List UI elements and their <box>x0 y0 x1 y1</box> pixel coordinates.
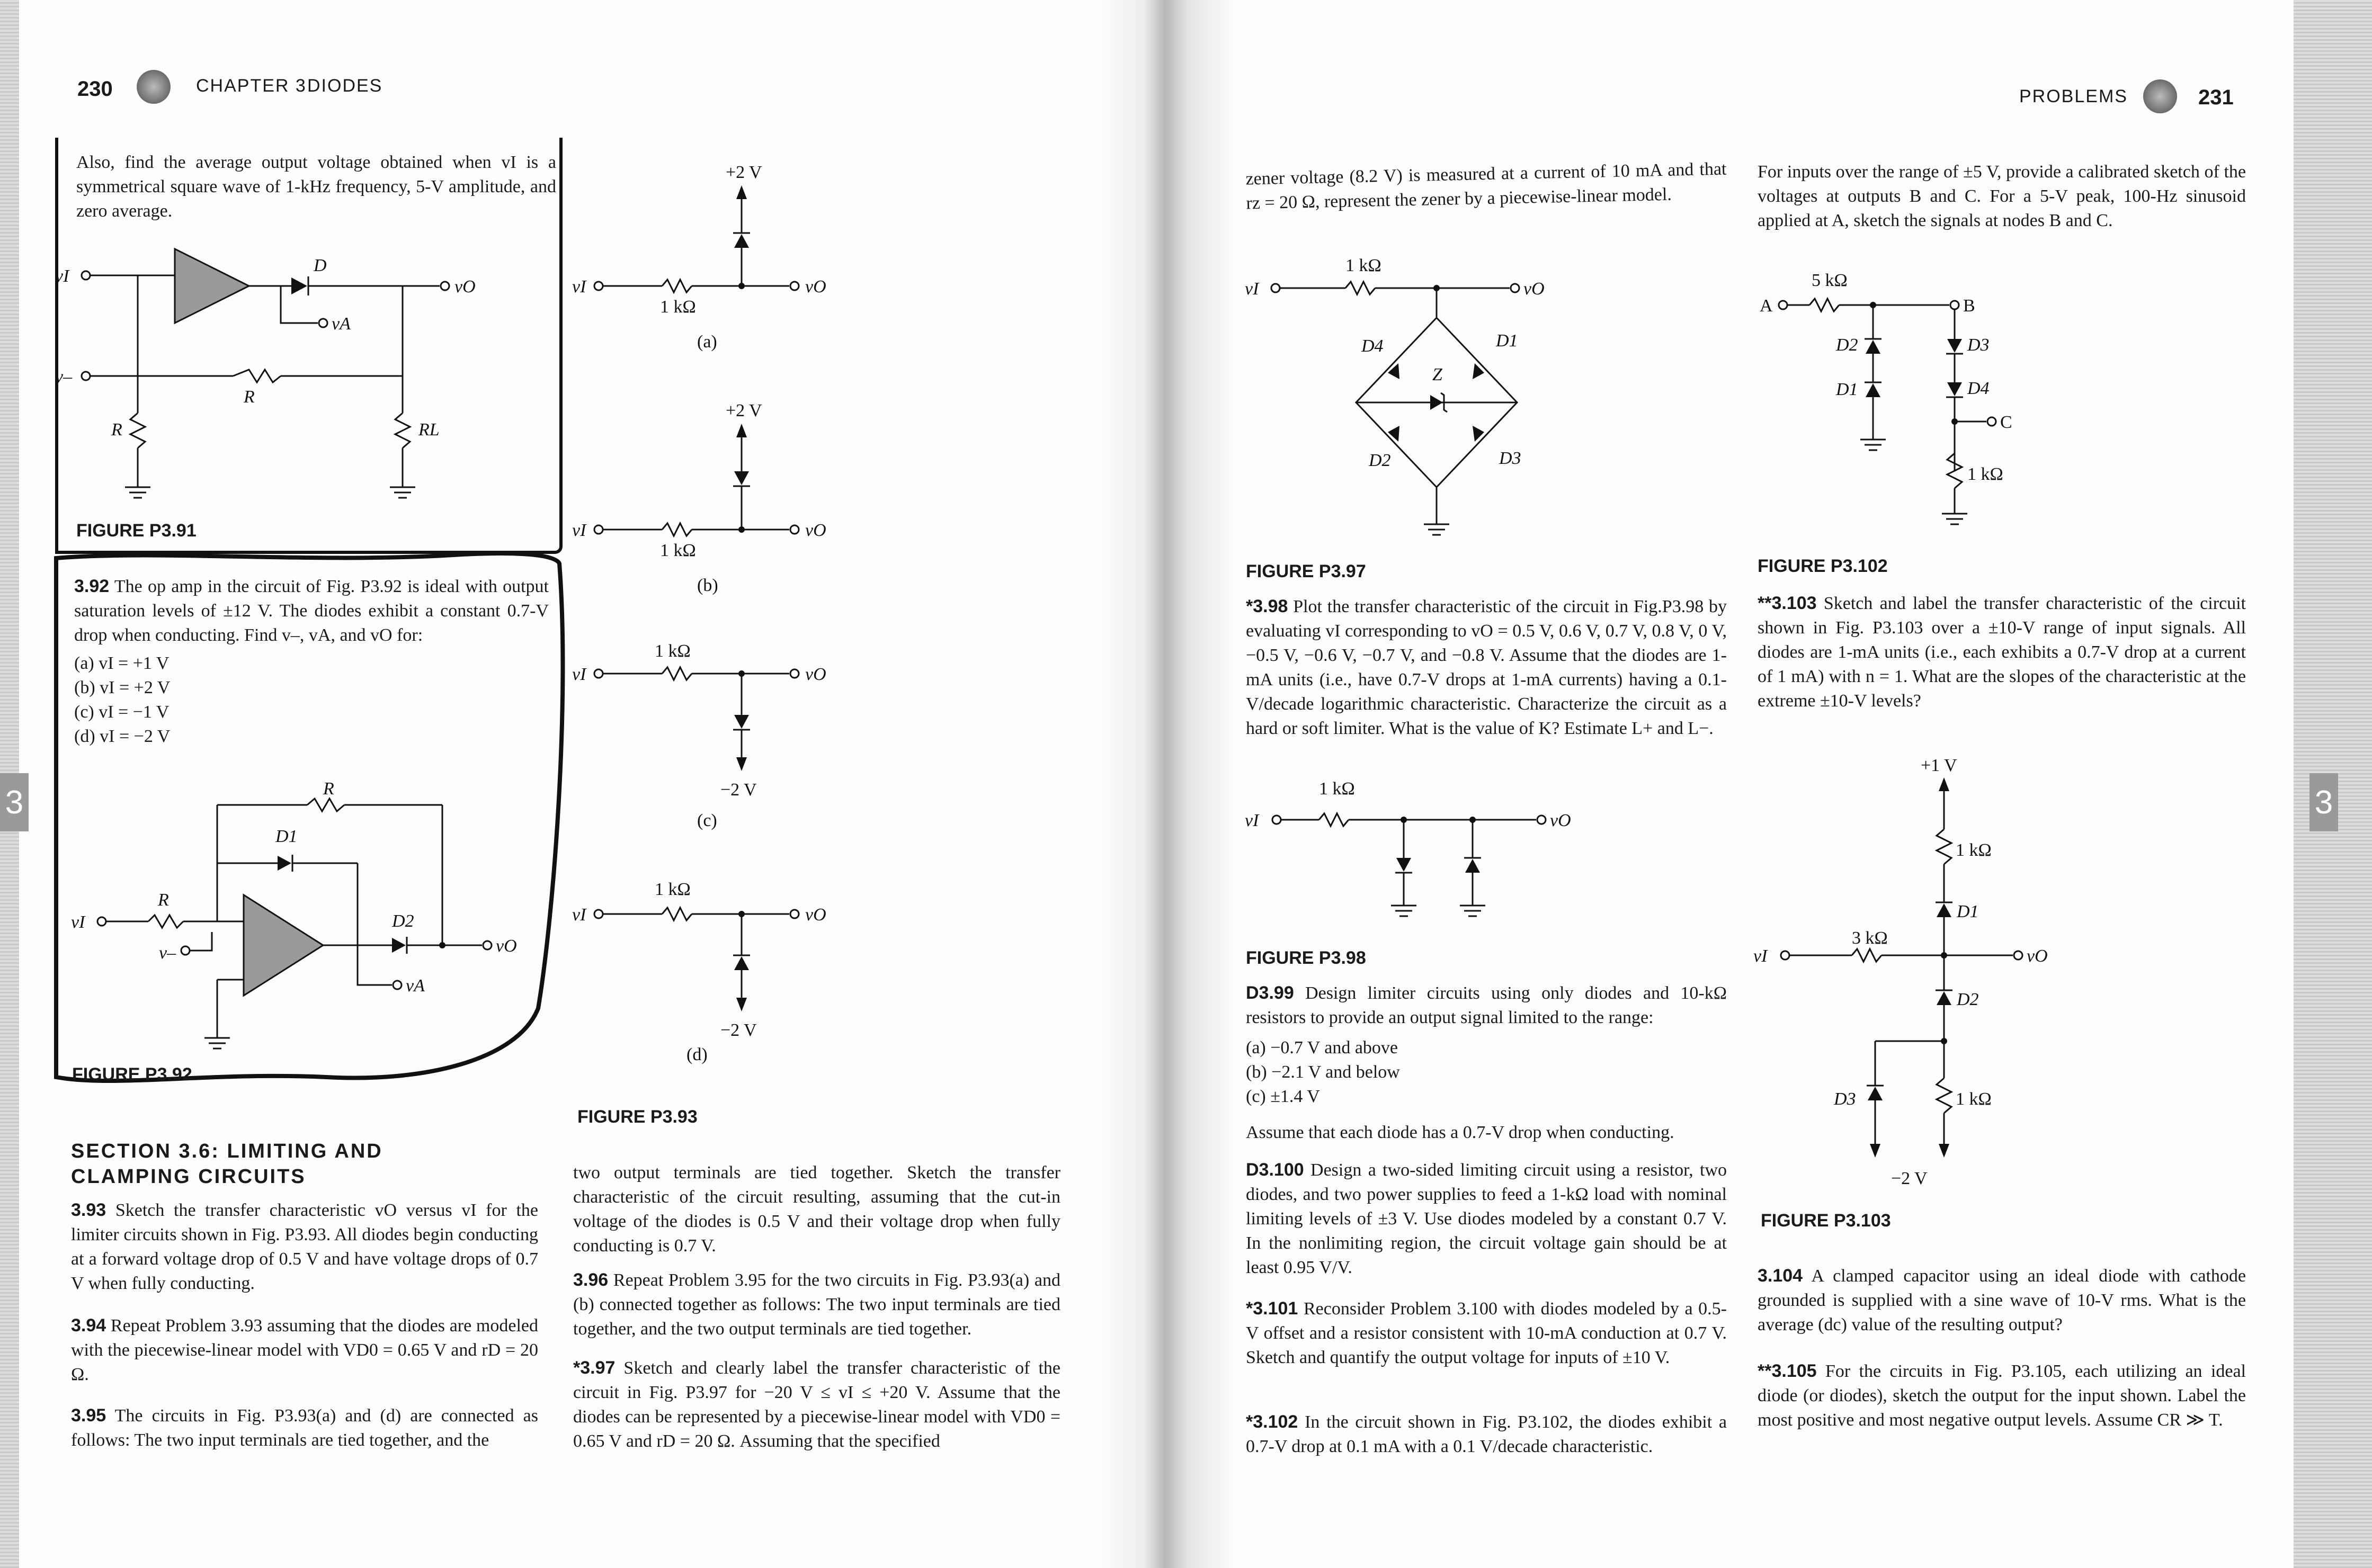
p3101-number: *3.101 <box>1246 1298 1298 1319</box>
p399-options <box>1246 1036 1564 1109</box>
p3103-vo: vO <box>2027 946 2048 966</box>
figure-p397-caption: FIGURE P3.97 <box>1246 561 1366 581</box>
opamp-symbol <box>175 249 249 323</box>
p3102-c-label: C <box>2000 413 2012 432</box>
p397-d2-label: D2 <box>1369 451 1391 470</box>
p3103-vminus: −2 V <box>1891 1169 1928 1188</box>
p393d-vi: vI <box>572 905 586 925</box>
p392-d1-label: D1 <box>275 827 298 846</box>
p3103-body: Sketch and label the transfer characteristic of the circuit shown in Fig. P3.103 over a ±10-V range of input signals. All diodes are 1-mA units (i.e., each exhibits a 0.7-V drop at a current of 1 mA) with n = 1. What are the slopes of the characteristic at the extreme ±10-V levels? <box>1758 594 2246 711</box>
p3102-d2-label: D2 <box>1836 335 1858 355</box>
right-col2-continuation: For inputs over the range of ±5 V, provide a calibrated sketch of the voltages at outputs B and C. For a 5-V peak, 100-Hz sinusoid applied at A, sketch the signals at nodes B and C. <box>1758 162 2246 230</box>
p393b-vi: vI <box>572 521 586 540</box>
p395-text <box>71 1403 538 1453</box>
chapter-badge-icon <box>137 70 171 104</box>
book-gutter <box>1091 0 1239 1568</box>
p393-text <box>71 1198 538 1296</box>
figure-p393-circuits <box>572 154 869 1064</box>
p395-body: The circuits in Fig. P3.93(a) and (d) are connected as follows: The two input terminals are tied together, and the <box>71 1406 538 1450</box>
p399-number: D3.99 <box>1246 983 1294 1003</box>
p3100-number: D3.100 <box>1246 1160 1304 1180</box>
p393a-vo: vO <box>805 277 826 297</box>
p393c-supply: −2 V <box>720 780 757 800</box>
p399-option: (b) −2.1 V and below <box>1246 1062 1400 1082</box>
p396-body: Repeat Problem 3.95 for the two circuits in Fig. P3.93(a) and (b) connected together as follows: The two input terminals are tied together, and the two output terminals are tied together. <box>573 1270 1060 1339</box>
p397-body: Sketch and clearly label the transfer characteristic of the circuit in Fig. P3.97 for −20 V ≤ vI ≤ +20 V. Assume that the diodes can be represented by a piecewise-linear model with VD0 = 0.65 V and rD = 20 Ω. Assuming that the specified <box>573 1358 1060 1451</box>
p3102-b-label: B <box>1963 296 1975 316</box>
p3105-body: For the circuits in Fig. P3.105, each utilizing an ideal diode (or diodes), sketch the output for the input shown. Label the most positive and most negative output levels. Assume CR ≫ T. <box>1758 1361 2246 1430</box>
p3101-body: Reconsider Problem 3.100 with diodes modeled by a 0.5-V offset and a resistor consistent with 10-mA conduction at 0.7 V. Sketch and quantify the output voltage for inputs of ±10 V. <box>1246 1299 1727 1367</box>
problems-badge-icon <box>2143 79 2177 113</box>
p399-option: (a) −0.7 V and above <box>1246 1038 1398 1058</box>
p392-d2-label: D2 <box>392 911 414 931</box>
p393c-vi: vI <box>572 665 586 684</box>
p393c-tag: (c) <box>697 811 717 830</box>
p391-r2-label: R <box>244 387 255 407</box>
p393b-supply: +2 V <box>726 401 762 420</box>
p398-number: *3.98 <box>1246 596 1288 616</box>
p3102-r2-label: 1 kΩ <box>1967 464 2003 484</box>
p391-r1-label: R <box>111 420 122 440</box>
p391-va-label: vA <box>332 314 351 334</box>
diode-p3102-d2 <box>1866 340 1880 354</box>
p392-rin-label: R <box>158 890 169 910</box>
p3101-text <box>1246 1296 1727 1370</box>
p399-option: (c) ±1.4 V <box>1246 1087 1320 1106</box>
right-header-title: PROBLEMS <box>2019 86 2128 106</box>
p3100-text <box>1246 1158 1727 1280</box>
p393a-res: 1 kΩ <box>660 297 696 317</box>
p3103-rbot: 1 kΩ <box>1956 1089 1992 1109</box>
p393d-tag: (d) <box>686 1045 708 1064</box>
p399-tail: Assume that each diode has a 0.7-V drop when conducting. <box>1246 1123 1674 1142</box>
figure-p391-caption: FIGURE P3.91 <box>76 521 197 541</box>
col2-continuation: two output terminals are tied together. Sketch the transfer characteristic of the circuit resulting, assuming that the cut-in voltage of the diodes is 0.5 V and their voltage drop when fully conducting is 0.7 V. <box>573 1163 1060 1256</box>
p3103-d3-label: D3 <box>1834 1089 1856 1109</box>
p392-vminus-label: v– <box>159 943 176 963</box>
p393d-supply: −2 V <box>720 1020 757 1040</box>
diode-p393c <box>734 715 749 729</box>
p398-vi-label: vI <box>1245 811 1259 830</box>
p3102-d1-label: D1 <box>1836 380 1858 399</box>
diode-p398-1 <box>1396 858 1411 872</box>
p393b-vo: vO <box>805 521 826 540</box>
p3103-d2-label: D2 <box>1957 990 1979 1009</box>
p399-text <box>1246 981 1727 1030</box>
diode-p393b <box>734 471 749 485</box>
p3103-text <box>1758 591 2246 713</box>
p397-z-label: Z <box>1432 365 1442 384</box>
p398-body: Plot the transfer characteristic of the circuit in Fig.P3.98 by evaluating vI corresponding to vO = 0.5 V, 0.6 V, 0.7 V, 0.8 V, 0 V, −0.5 V, −0.6 V, −0.7 V, and −0.8 V. Assume that the diodes are 1-mA units (i.e., have 0.7-V drops at 1-mA currents) having a 0.1-V/decade logarithmic characteristic. Characterize the circuit as a hard or soft limiter. What is the value of K? Estimate L+ and L−. <box>1246 597 1727 738</box>
p3102-d4-label: D4 <box>1967 379 1990 398</box>
p393b-tag: (b) <box>697 576 718 595</box>
p392-option: (b) vI = +2 V <box>74 678 171 697</box>
p393-body: Sketch the transfer characteristic vO versus vI for the limiter circuits shown in Fig. P3.93. All diodes begin conducting at a forward voltage drop of 0.5 V and have voltage drops of 0.7 V when fully conducting. <box>71 1200 538 1293</box>
figure-p397-circuit <box>1239 249 1579 545</box>
p3102-body: In the circuit shown in Fig. P3.102, the diodes exhibit a 0.7-V drop at 0.1 mA with a 0.1 V/decade characteristic. <box>1246 1412 1727 1456</box>
p398-text <box>1246 594 1727 741</box>
p395-number: 3.95 <box>71 1405 106 1426</box>
diode-d1 <box>278 856 291 871</box>
p396-text <box>573 1268 1060 1341</box>
p3102-r1-label: 5 kΩ <box>1812 271 1848 290</box>
p392-text <box>74 574 549 648</box>
figure-p398-circuit <box>1239 773 1579 932</box>
p397-d1-label: D1 <box>1496 331 1518 351</box>
p3104-body: A clamped capacitor using an ideal diode with cathode grounded is supplied with a sine wave of 10-V rms. What is the average (dc) value of the resulting output? <box>1758 1266 2246 1334</box>
p393b-res: 1 kΩ <box>660 541 696 560</box>
diode-p3102-d1 <box>1866 383 1880 397</box>
p3104-number: 3.104 <box>1758 1266 1803 1286</box>
diode-p398-2 <box>1465 859 1480 873</box>
p398-res-label: 1 kΩ <box>1319 779 1355 799</box>
diode-d2 <box>1388 426 1399 442</box>
p393a-vi: vI <box>572 277 586 297</box>
p392-rtop-label: R <box>323 779 334 799</box>
p391-vi-label: vI <box>55 266 69 286</box>
p3103-number: **3.103 <box>1758 593 1817 613</box>
left-thumb-tab: 3 <box>0 773 29 831</box>
p393-number: 3.93 <box>71 1200 106 1220</box>
diode-d <box>291 277 307 294</box>
p392-option: (c) vI = −1 V <box>74 702 170 722</box>
opamp-symbol <box>244 895 323 996</box>
figure-p391-circuit <box>55 238 556 514</box>
diode-p3103-d3 <box>1868 1087 1883 1100</box>
section-heading: SECTION 3.6: LIMITING AND CLAMPING CIRCUITS <box>71 1140 383 1188</box>
left-page-number: 230 <box>77 77 113 101</box>
p392-option: (d) vI = −2 V <box>74 727 171 746</box>
diode-p393a <box>734 234 749 248</box>
p392-option: (a) vI = +1 V <box>74 653 170 673</box>
diode-d4 <box>1388 363 1399 379</box>
p3103-rin: 3 kΩ <box>1852 928 1888 948</box>
p393a-supply: +2 V <box>726 163 762 182</box>
figure-p3102-circuit <box>1748 265 2045 551</box>
figure-p392-caption: FIGURE P3.92 <box>72 1064 192 1085</box>
p393a-tag: (a) <box>697 332 717 352</box>
p393d-res: 1 kΩ <box>655 880 691 899</box>
figure-p393-caption: FIGURE P3.93 <box>577 1107 698 1127</box>
figure-p3102-caption: FIGURE P3.102 <box>1758 556 1888 576</box>
p392-options <box>74 651 339 749</box>
figure-p392-circuit <box>64 773 540 1049</box>
p391-text: Also, find the average output voltage obtained when vI is a symmetrical square wave of 1-kHz frequency, 5-V amplitude, and zero average. <box>76 153 556 221</box>
p398-vo-label: vO <box>1550 811 1571 830</box>
p392-vo-label: vO <box>496 936 517 956</box>
p391-d-label: D <box>314 256 327 275</box>
p397-res-label: 1 kΩ <box>1345 256 1381 275</box>
p3105-number: **3.105 <box>1758 1361 1817 1381</box>
p397-number: *3.97 <box>573 1358 616 1378</box>
p392-vi-label: vI <box>71 912 85 932</box>
p396-number: 3.96 <box>573 1270 609 1290</box>
p394-text <box>71 1313 538 1387</box>
p397-vo-label: vO <box>1523 279 1545 299</box>
zener-z <box>1430 395 1443 410</box>
p393d-vo: vO <box>805 905 826 925</box>
p397-text <box>573 1356 1060 1454</box>
right-thumb-tab: 3 <box>2309 773 2338 831</box>
p397-d3-label: D3 <box>1499 449 1521 468</box>
figure-p398-caption: FIGURE P3.98 <box>1246 948 1366 968</box>
p392-va-label: vA <box>406 976 425 996</box>
p397-vi-label: vI <box>1245 279 1259 299</box>
p393c-res: 1 kΩ <box>655 641 691 661</box>
p399-body: Design limiter circuits using only diodes and 10-kΩ resistors to provide an output signal limited to the range: <box>1246 983 1727 1027</box>
p394-number: 3.94 <box>71 1315 106 1336</box>
diode-p3102-d3 <box>1947 339 1962 353</box>
p3103-vplus: +1 V <box>1921 756 1957 775</box>
p3102-d3-label: D3 <box>1967 335 1990 355</box>
chapter-title: DIODES <box>307 76 383 96</box>
p392-body: The op amp in the circuit of Fig. P3.92 is ideal with output saturation levels of ±12 V. The diodes exhibit a constant 0.7-V drop when conducting. Find v–, vA, and vO for: <box>74 577 549 645</box>
p3102-a-label: A <box>1760 296 1773 316</box>
p3102-number: *3.102 <box>1246 1412 1298 1432</box>
p391-vo-label: vO <box>454 277 476 297</box>
p3102-text <box>1246 1410 1727 1459</box>
right-col1-continuation: zener voltage (8.2 V) is measured at a current of 10 mA and that rz = 20 Ω, represent the zener by a piecewise-linear model. <box>1245 159 1727 213</box>
diode-p3103-d1 <box>1937 903 1951 917</box>
p3105-text <box>1758 1359 2246 1432</box>
right-page-number: 231 <box>2198 86 2234 109</box>
p3103-rtop: 1 kΩ <box>1956 840 1992 860</box>
p3100-body: Design a two-sided limiting circuit using a resistor, two diodes, and two power supplies to feed a 1-kΩ load with nominal limiting levels of ±3 V. Use diodes modeled by a constant 0.7 V. In the nonlimiting region, the circuit voltage gain should be at least 0.95 V/V. <box>1246 1160 1727 1277</box>
diode-p3102-d4 <box>1947 382 1962 396</box>
p394-body: Repeat Problem 3.93 assuming that the diodes are modeled with the piecewise-linear model with VD0 = 0.65 V and rD = 20 Ω. <box>71 1316 538 1384</box>
p391-vminus-label: v– <box>55 367 73 387</box>
chapter-label: CHAPTER 3 <box>196 76 307 96</box>
p393c-vo: vO <box>805 665 826 684</box>
p3104-text <box>1758 1264 2246 1337</box>
p3103-vi: vI <box>1753 946 1768 966</box>
p397-d4-label: D4 <box>1361 336 1384 356</box>
figure-p3103-circuit <box>1748 752 2066 1186</box>
diode-p3103-d2 <box>1937 991 1951 1005</box>
diode-d2 <box>392 938 406 953</box>
p3103-d1-label: D1 <box>1957 902 1979 921</box>
diode-p393d <box>734 956 749 970</box>
figure-p3103-caption: FIGURE P3.103 <box>1761 1211 1891 1231</box>
p392-number: 3.92 <box>74 576 110 596</box>
p391-rl-label: RL <box>418 420 440 440</box>
